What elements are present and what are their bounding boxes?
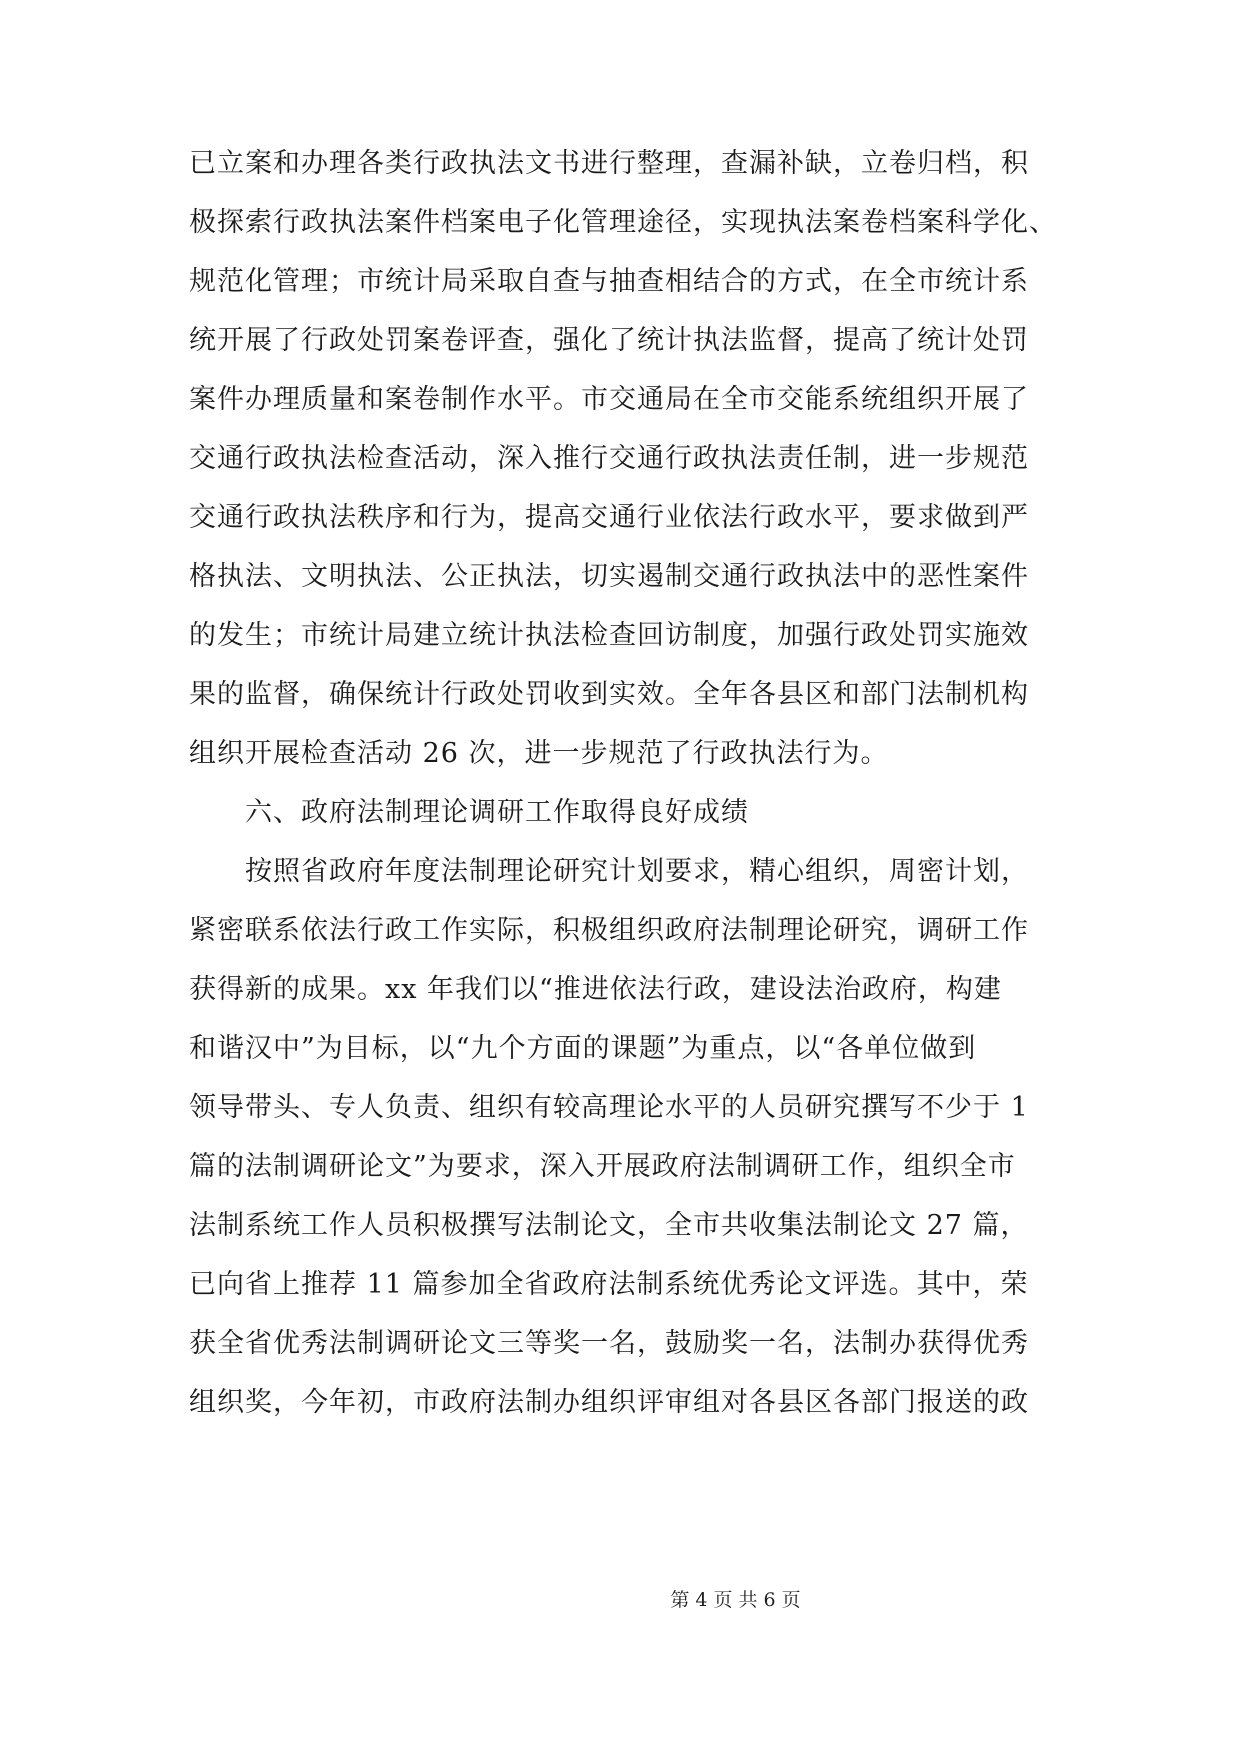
body-line: 规范化管理；市统计局采取自查与抽查相结合的方式，在全市统计系 [189,266,1029,297]
page-number: 4 [695,1589,708,1611]
section-line: 篇的法制调研论文”为要求，深入开展政府法制调研工作，组织全市 [189,1151,1016,1182]
footer-mid: 页 共 [713,1589,758,1611]
section-line: 和谐汉中”为目标，以“九个方面的课题”为重点，以“各单位做到 [189,1033,977,1064]
footer-prefix: 第 [670,1589,690,1611]
section-line: 紧密联系依法行政工作实际，积极组织政府法制理论研究，调研工作 [189,915,1029,946]
section-line: 获全省优秀法制调研论文三等奖一名，鼓励奖一名，法制办获得优秀 [189,1328,1029,1359]
section-line: 已向省上推荐 11 篇参加全省政府法制系统优秀论文评选。其中，荣 [189,1269,1029,1300]
body-line: 果的监督，确保统计行政处罚收到实效。全年各县区和部门法制机构 [189,679,1029,710]
page-footer [0,1588,1241,1612]
body-line: 交通行政执法检查活动，深入推行交通行政执法责任制，进一步规范 [189,443,1029,474]
body-line: 已立案和办理各类行政执法文书进行整理，查漏补缺，立卷归档，积 [189,148,1029,179]
section-line: 组织奖，今年初，市政府法制办组织评审组对各县区各部门报送的政 [189,1387,1029,1418]
section-line: 领导带头、专人负责、组织有较高理论水平的人员研究撰写不少于 1 [189,1092,1029,1123]
body-line: 交通行政执法秩序和行为，提高交通行业依法行政水平，要求做到严 [189,502,1029,533]
body-line: 组织开展检查活动 26 次，进一步规范了行政执法行为。 [189,738,889,769]
body-line: 案件办理质量和案卷制作水平。市交通局在全市交能系统组织开展了 [189,384,1029,415]
body-line: 极探索行政执法案件档案电子化管理途径，实现执法案卷档案科学化、 [189,207,1057,238]
section-line: 法制系统工作人员积极撰写法制论文，全市共收集法制论文 27 篇， [189,1210,1029,1241]
body-line: 格执法、文明执法、公正执法，切实遏制交通行政执法中的恶性案件 [189,561,1029,592]
section-heading: 六、政府法制理论调研工作取得良好成绩 [245,797,749,828]
body-line: 的发生；市统计局建立统计执法检查回访制度，加强行政处罚实施效 [189,620,1029,651]
total-pages: 6 [763,1589,776,1611]
footer-suffix: 页 [781,1589,801,1611]
body-line: 统开展了行政处罚案卷评查，强化了统计执法监督，提高了统计处罚 [189,325,1029,356]
section-line: 获得新的成果。xx 年我们以“推进依法行政，建设法治政府，构建 [189,974,1002,1005]
section-line: 按照省政府年度法制理论研究计划要求，精心组织，周密计划， [245,856,1029,887]
